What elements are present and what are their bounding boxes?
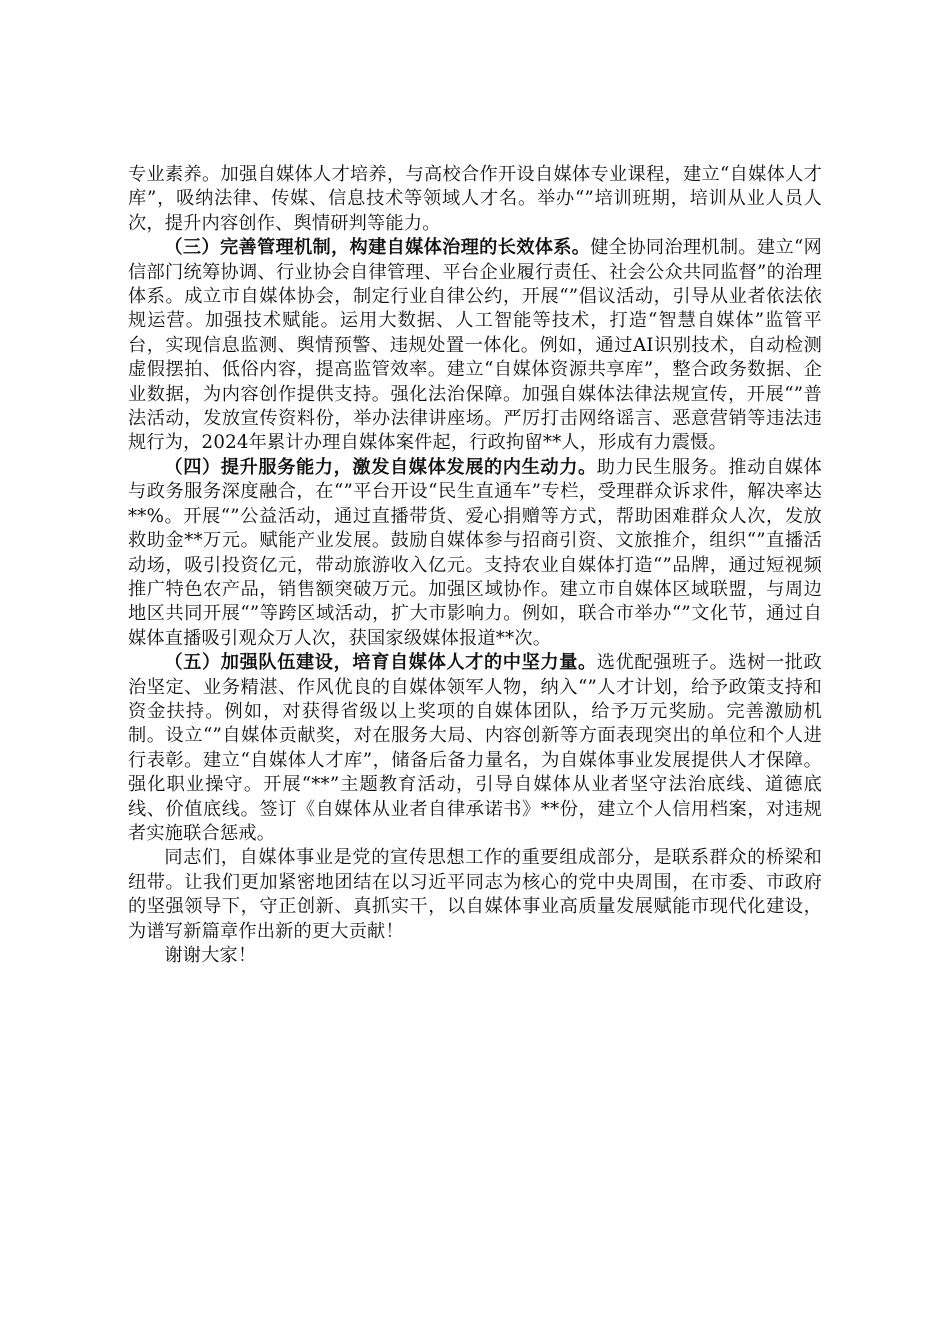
intro-continuation-paragraph: 专业素养。加强自媒体人才培养，与高校合作开设自媒体专业课程，建立“自媒体人才库”，吸纳法律、传媒、信息技术等领域人才名。举办“”培训班期，培训从业人员人次，提升内容创作、舆情研判等能力。 xyxy=(128,164,822,234)
section-4-body: 助力民生服务。推动自媒体与政务服务深度融合，在“”平台开设“民生直通车”专栏，受理群众诉求件，解决率达**%。开展“”公益活动，通过直播带货、爱心捐赠等方式，帮助困难群众人次，发放救助金**万元。赋能产业发展。鼓励自媒体参与招商引资、文旅推介，组织“”直播活动场，吸引投资亿元，带动旅游收入亿元。支持农业自媒体打造“”品牌，通过短视频推广特色农产品，销售额突破万元。加强区域协作。建立市自媒体区域联盟，与周边地区共同开展“”等跨区域活动，扩大市影响力。例如，联合市举办“”文化节，通过自媒体直播吸引观众万人次，获国家级媒体报道**次。 xyxy=(128,456,822,649)
section-5-body: 选优配强班子。选树一批政治坚定、业务精湛、作风优良的自媒体领军人物，纳入“”人才计划，给予政策支持和资金扶持。例如，对获得省级以上奖项的自媒体团队，给予万元奖励。完善激励机制。设立“”自媒体贡献奖，对在服务大局、内容创新等方面表现突出的单位和个人进行表彰。建立“自媒体人才库”，储备后备力量名，为自媒体事业发展提供人才保障。强化职业操守。开展“**”主题教育活动，引导自媒体从业者坚守法治底线、道德底线、价值底线。签订《自媒体从业者自律承诺书》**份，建立个人信用档案，对违规者实施联合惩戒。 xyxy=(128,652,822,844)
section-3-heading: （三）完善管理机制，构建自媒体治理的长效体系。 xyxy=(164,237,591,259)
section-3-paragraph xyxy=(128,236,822,456)
section-3-body: 健全协同治理机制。建立“网信部门统筹协调、行业协会自律管理、平台企业履行责任、社会公众共同监督”的治理体系。成立市自媒体协会，制定行业自律公约，开展“”倡议活动，引导从业者依法依规运营。加强技术赋能。运用大数据、人工智能等技术，打造“智慧自媒体”监管平台，实现信息监测、舆情预警、违规处置一体化。例如，通过AI识别技术，自动检测虚假摆拍、低俗内容，提高监管效率。建立“自媒体资源共享库”，整合政务数据、企业数据，为内容创作提供支持。强化法治保障。加强自媒体法律法规宣传，开展“”普法活动，发放宣传资料份，举办法律讲座场。严厉打击网络谣言、恶意营销等违法违规行为，2024年累计办理自媒体案件起，行政拘留**人，形成有力震慑。 xyxy=(128,237,822,454)
section-5-heading: （五）加强队伍建设，培育自媒体人才的中坚力量。 xyxy=(164,652,597,674)
thanks-line: 谢谢大家！ xyxy=(164,945,257,966)
section-4-heading: （四）提升服务能力，激发自媒体发展的内生动力。 xyxy=(164,456,597,478)
closing-paragraph: 同志们，自媒体事业是党的宣传思想工作的重要组成部分，是联系群众的桥梁和纽带。让我们更加紧密地团结在以习近平同志为核心的党中央周围，在市委、市政府的坚强领导下，守正创新、真抓实干，以自媒体事业高质量发展赋能市现代化建设，为谱写新篇章作出新的更大贡献！ xyxy=(128,847,822,942)
section-4-paragraph xyxy=(128,456,822,651)
document-page xyxy=(128,163,822,968)
section-5-paragraph xyxy=(128,651,822,846)
